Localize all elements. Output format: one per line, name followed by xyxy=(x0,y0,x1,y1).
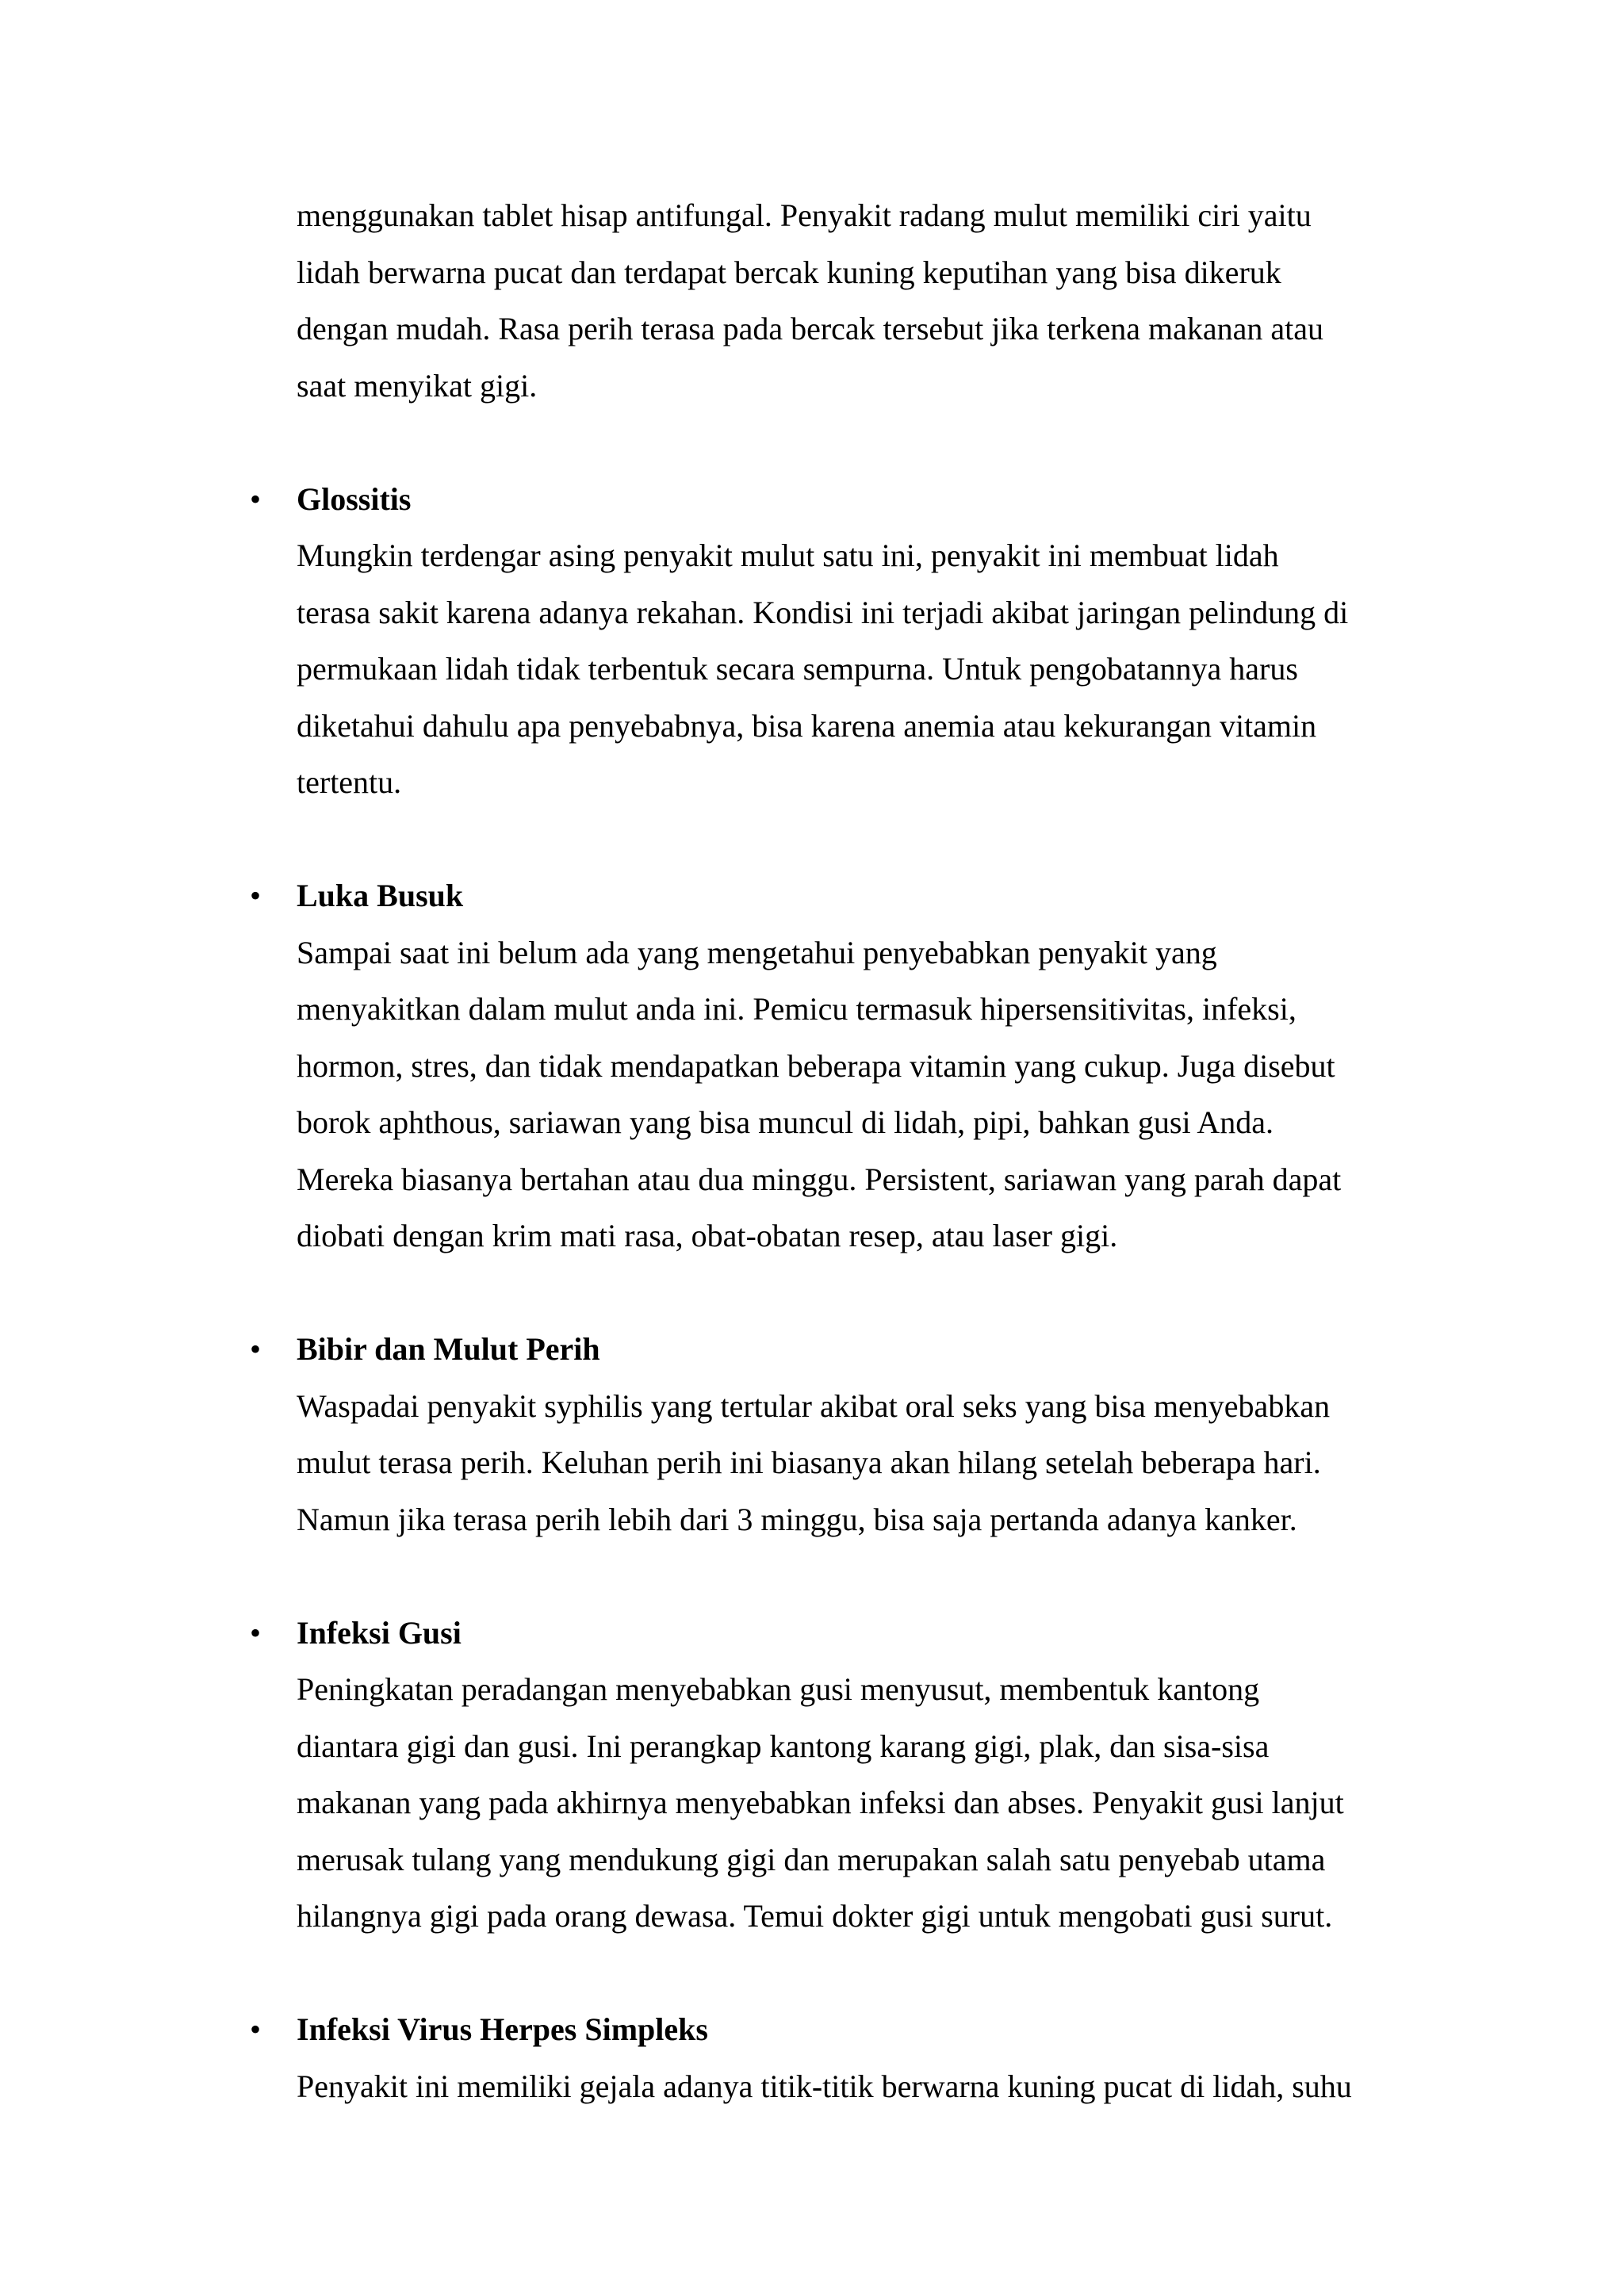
item-body xyxy=(297,527,1407,811)
bullet-icon: • xyxy=(249,1614,261,1651)
paragraph-line: borok aphthous, sariawan yang bisa muncul di lidah, pipi, bahkan gusi Anda. xyxy=(297,1104,1274,1140)
paragraph-line: makanan yang pada akhirnya menyebabkan infeksi dan abses. Penyakit gusi lanjut xyxy=(297,1785,1344,1820)
item-heading: Bibir dan Mulut Perih xyxy=(297,1331,600,1367)
paragraph-line: Namun jika terasa perih lebih dari 3 minggu, bisa saja pertanda adanya kanker. xyxy=(297,1501,1297,1537)
item-body xyxy=(297,1378,1407,1548)
paragraph-line: lidah berwarna pucat dan terdapat bercak kuning keputihan yang bisa dikeruk xyxy=(297,254,1281,290)
bullet-icon: • xyxy=(249,878,261,913)
paragraph-line: diobati dengan krim mati rasa, obat-obatan resep, atau laser gigi. xyxy=(297,1218,1118,1253)
paragraph-line: tertentu. xyxy=(297,764,402,800)
document-content xyxy=(249,187,1407,2114)
paragraph-line: Waspadai penyakit syphilis yang tertular akibat oral seks yang bisa menyebabkan xyxy=(297,1387,1331,1424)
bullet-icon: • xyxy=(249,2011,261,2047)
list-item-luka-busuk xyxy=(249,867,1407,1265)
paragraph-line: menggunakan tablet hisap antifungal. Penyakit radang mulut memiliki ciri yaitu xyxy=(297,197,1312,233)
bullet-icon: • xyxy=(249,1331,261,1367)
paragraph-line: Mereka biasanya bertahan atau dua minggu. Persistent, sariawan yang parah dapat xyxy=(297,1161,1342,1197)
paragraph-line: hormon, stres, dan tidak mendapatkan beberapa vitamin yang cukup. Juga disebut xyxy=(297,1047,1335,1084)
paragraph-line: Sampai saat ini belum ada yang mengetahui penyebabkan penyakit yang xyxy=(297,934,1217,970)
paragraph-line: diantara gigi dan gusi. Ini perangkap kantong karang gigi, plak, dan sisa-sisa xyxy=(297,1728,1270,1764)
item-heading: Luka Busuk xyxy=(297,878,464,913)
paragraph-line: permukaan lidah tidak terbentuk secara sempurna. Untuk pengobatannya harus xyxy=(297,651,1298,687)
paragraph-line: Peningkatan peradangan menyebabkan gusi menyusut, membentuk kantong xyxy=(297,1671,1260,1707)
list-item-infeksi-gusi xyxy=(249,1605,1407,1945)
paragraph-line: saat menyikat gigi. xyxy=(297,367,538,404)
paragraph-line: diketahui dahulu apa penyebabnya, bisa karena anemia atau kekurangan vitamin xyxy=(297,707,1317,744)
item-body xyxy=(297,1661,1407,1945)
list-item-glossitis xyxy=(249,471,1407,811)
paragraph-line: merusak tulang yang mendukung gigi dan merupakan salah satu penyebab utama xyxy=(297,1841,1326,1877)
item-body xyxy=(297,924,1407,1265)
item-heading: Infeksi Gusi xyxy=(297,1614,462,1651)
list-item-bibir-mulut-perih xyxy=(249,1321,1407,1548)
item-body xyxy=(297,2058,1407,2115)
paragraph-line: Mungkin terdengar asing penyakit mulut satu ini, penyakit ini membuat lidah xyxy=(297,538,1279,573)
paragraph-line: mulut terasa perih. Keluhan perih ini biasanya akan hilang setelah beberapa hari. xyxy=(297,1445,1321,1480)
intro-paragraph xyxy=(297,187,1407,414)
item-heading: Infeksi Virus Herpes Simpleks xyxy=(297,2011,708,2047)
paragraph-line: Penyakit ini memiliki gejala adanya titik-titik berwarna kuning pucat di lidah, suhu xyxy=(297,2068,1352,2104)
paragraph-line: menyakitkan dalam mulut anda ini. Pemicu termasuk hipersensitivitas, infeksi, xyxy=(297,991,1297,1027)
paragraph-line: terasa sakit karena adanya rekahan. Kondisi ini terjadi akibat jaringan pelindung di xyxy=(297,594,1349,630)
list-item-herpes-simpleks xyxy=(249,2001,1407,2114)
paragraph-line: dengan mudah. Rasa perih terasa pada bercak tersebut jika terkena makanan atau xyxy=(297,311,1323,346)
item-heading: Glossitis xyxy=(297,480,412,517)
bullet-icon: • xyxy=(249,480,261,517)
paragraph-line: hilangnya gigi pada orang dewasa. Temui dokter gigi untuk mengobati gusi surut. xyxy=(297,1898,1333,1934)
